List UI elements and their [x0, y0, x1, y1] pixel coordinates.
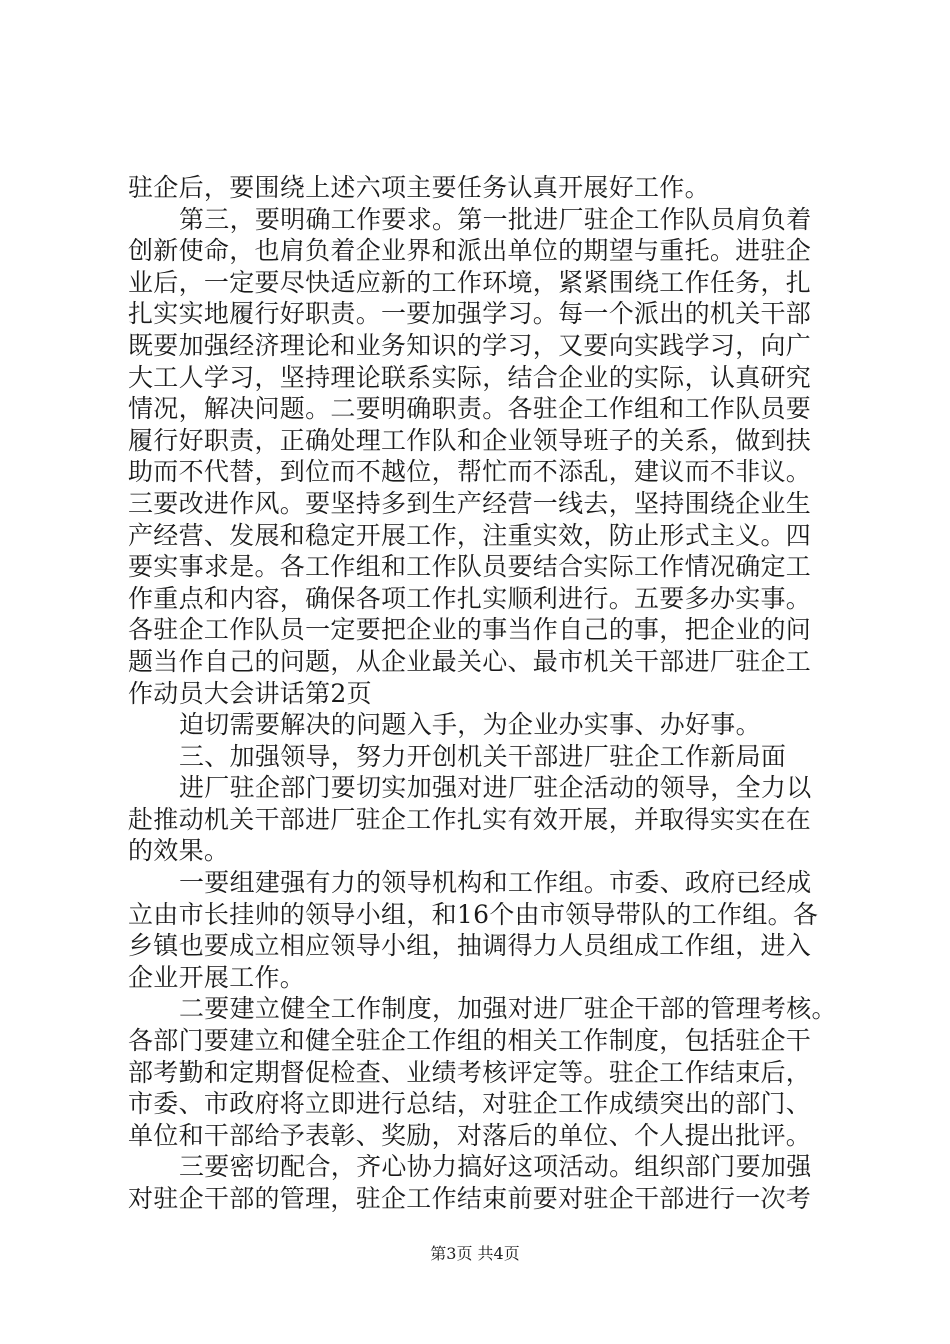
text-line: 部考勤和定期督促检查、业绩考核评定等。驻企工作结束后，: [128, 1057, 812, 1087]
text-line: 一要组建强有力的领导机构和工作组。市委、政府已经成: [179, 868, 812, 898]
text-line: 各驻企工作队员一定要把企业的事当作自己的事，把企业的问: [128, 615, 812, 645]
text-line: 大工人学习，坚持理论联系实际，结合企业的实际，认真研究: [128, 362, 812, 392]
text-line: 企业开展工作。: [128, 962, 306, 992]
text-line: 乡镇也要成立相应领导小组，抽调得力人员组成工作组，进入: [128, 931, 812, 961]
text-line: 作动员大会讲话第2页: [128, 678, 372, 708]
text-line: 既要加强经济理论和业务知识的学习，又要向实践学习，向广: [128, 330, 812, 360]
page-footer: 第3页 共4页: [430, 1244, 520, 1263]
body-text: [128, 172, 848, 1215]
text-line: 情况，解决问题。二要明确职责。各驻企工作组和工作队员要: [128, 394, 812, 424]
text-line: 各部门要建立和健全驻企工作组的相关工作制度，包括驻企干: [128, 1026, 812, 1056]
text-line: 要实事求是。各工作组和工作队员要结合实际工作情况确定工: [128, 552, 812, 582]
text-line: 三要密切配合，齐心协力搞好这项活动。组织部门要加强: [179, 1152, 812, 1182]
text-line: 驻企后，要围绕上述六项主要任务认真开展好工作。: [128, 173, 710, 202]
text-line: 第三，要明确工作要求。第一批进厂驻企工作队员肩负着: [179, 204, 812, 234]
text-line: 立由市长挂帅的领导小组，和16个由市领导带队的工作组。各: [128, 899, 819, 929]
text-line: 单位和干部给予表彰、奖励，对落后的单位、个人提出批评。: [128, 1120, 812, 1150]
text-line: 的效果。: [128, 836, 230, 866]
text-line: 业后，一定要尽快适应新的工作环境，紧紧围绕工作任务，扎: [128, 267, 812, 297]
text-line: 迫切需要解决的问题入手，为企业办实事、办好事。: [179, 710, 761, 740]
text-line: 三要改进作风。要坚持多到生产经营一线去，坚持围绕企业生: [128, 488, 812, 518]
text-line: 助而不代替，到位而不越位，帮忙而不添乱，建议而不非议。: [128, 457, 812, 487]
text-line: 赴推动机关干部进厂驻企工作扎实有效开展，并取得实实在在: [128, 804, 812, 834]
text-line: 创新使命，也肩负着企业界和派出单位的期望与重托。进驻企: [128, 236, 812, 266]
text-line: 作重点和内容，确保各项工作扎实顺利进行。五要多办实事。: [128, 583, 812, 613]
text-line: 进厂驻企部门要切实加强对进厂驻企活动的领导，全力以: [179, 773, 812, 803]
text-line: 产经营、发展和稳定开展工作，注重实效，防止形式主义。四: [128, 520, 812, 550]
text-line: 二要建立健全工作制度，加强对进厂驻企干部的管理考核。: [179, 994, 837, 1024]
text-line: 题当作自己的问题，从企业最关心、最市机关干部进厂驻企工: [128, 646, 812, 676]
text-line: 扎实实地履行好职责。一要加强学习。每一个派出的机关干部: [128, 299, 812, 329]
text-line: 对驻企干部的管理，驻企工作结束前要对驻企干部进行一次考: [128, 1184, 812, 1213]
text-line: 履行好职责，正确处理工作队和企业领导班子的关系，做到扶: [128, 425, 812, 455]
text-line: 市委、市政府将立即进行总结，对驻企工作成绩突出的部门、: [128, 1089, 812, 1119]
text-line: 三、加强领导，努力开创机关干部进厂驻企工作新局面: [179, 741, 787, 771]
